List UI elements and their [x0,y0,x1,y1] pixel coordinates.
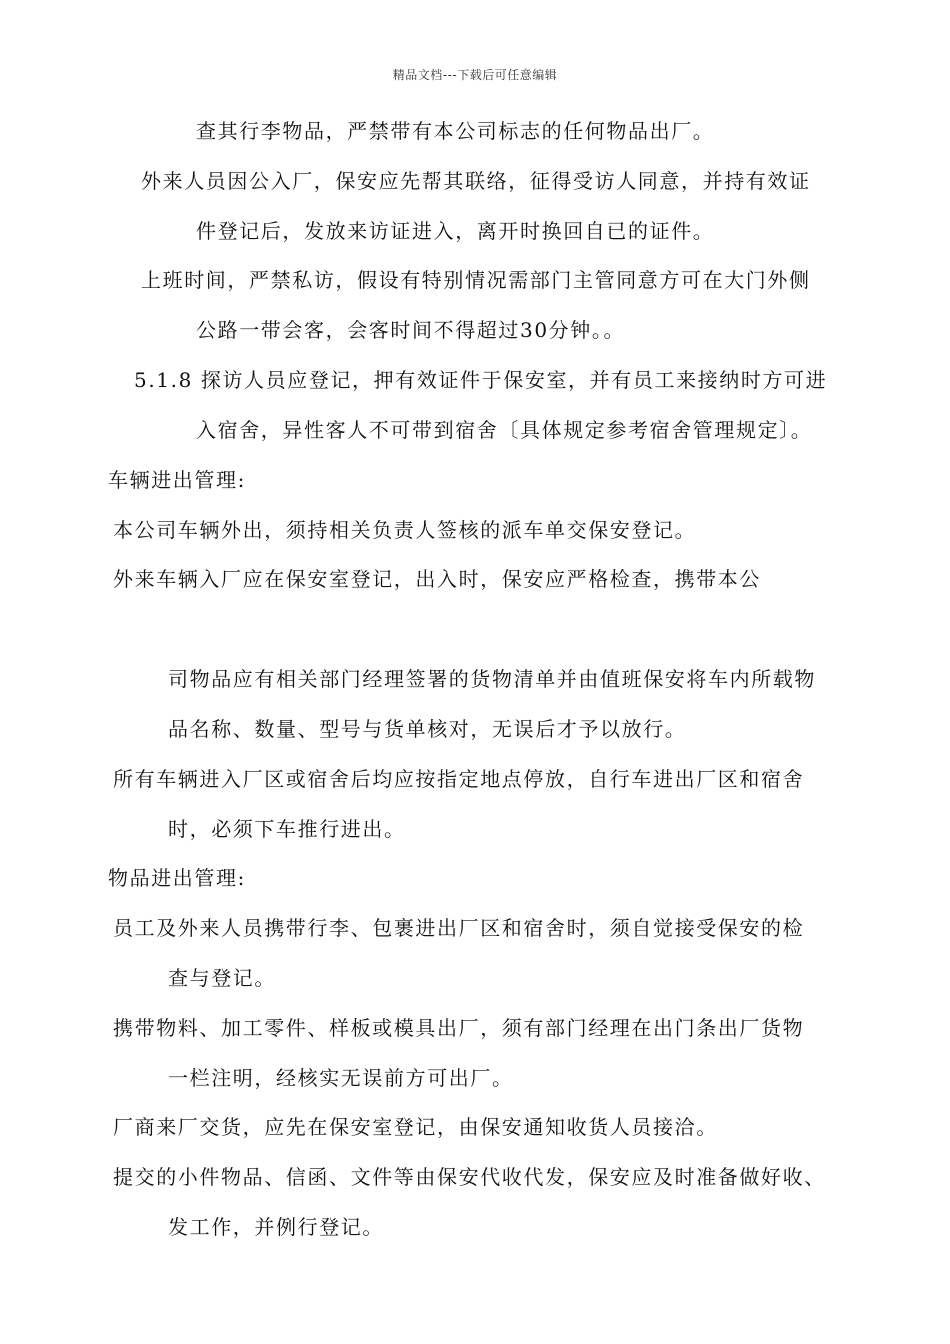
text-line: 一栏注明，经核实无误前方可出厂。 [168,1066,514,1090]
section-heading: 车辆进出管理: [108,468,246,492]
text-line: 查其行李物品，严禁带有本公司标志的任何物品出厂。 [196,119,715,143]
text-line: 本公司车辆外出，须持相关负责人签核的派车单交保安登记。 [113,518,697,542]
text-line: 发工作，并例行登记。 [168,1215,384,1239]
text-line: 5.1.8 探访人员应登记，押有效证件于保安室，并有员工来接纳时方可进 [134,368,828,392]
text-line: 所有车辆进入厂区或宿舍后均应按指定地点停放，自行车进出厂区和宿舍 [113,767,805,791]
text-line: 上班时间，严禁私访，假设有特别情况需部门主管同意方可在大门外侧 [141,268,811,292]
text-line: 厂商来厂交货，应先在保安室登记，由保安通知收货人员接洽。 [113,1115,718,1139]
text-line: 携带物料、加工零件、样板或模具出厂，须有部门经理在出门条出厂货物 [113,1016,805,1040]
text-line: 司物品应有相关部门经理签署的货物清单并由值班保安将车内所载物 [168,667,816,691]
text-line: 外来车辆入厂应在保安室登记，出入时，保安应严格检查，携带本公 [113,567,761,591]
text-line: 时，必须下车推行进出。 [168,817,406,841]
text-line: 件登记后，发放来访证进入，离开时换回自已的证件。 [196,219,715,243]
text-line: 员工及外来人员携带行李、包裹进出厂区和宿舍时，须自觉接受保安的检 [113,916,805,940]
text-line: 入宿舍，异性客人不可带到宿舍〔具体规定参考宿舍管理规定〕。 [196,418,813,442]
text-line: 查与登记。 [168,966,276,990]
page-header: 精品文档---下载后可任意编辑 [392,68,558,82]
text-line: 公路一带会客，会客时间不得超过30分钟。。 [196,318,626,342]
section-heading: 物品进出管理: [108,866,246,890]
text-line: 外来人员因公入厂，保安应先帮其联络，征得受访人同意，并持有效证 [141,169,811,193]
text-line: 提交的小件物品、信函、文件等由保安代收代发，保安应及时准备做好收、 [113,1165,826,1189]
text-line: 品名称、数量、型号与货单核对，无误后才予以放行。 [168,717,687,741]
